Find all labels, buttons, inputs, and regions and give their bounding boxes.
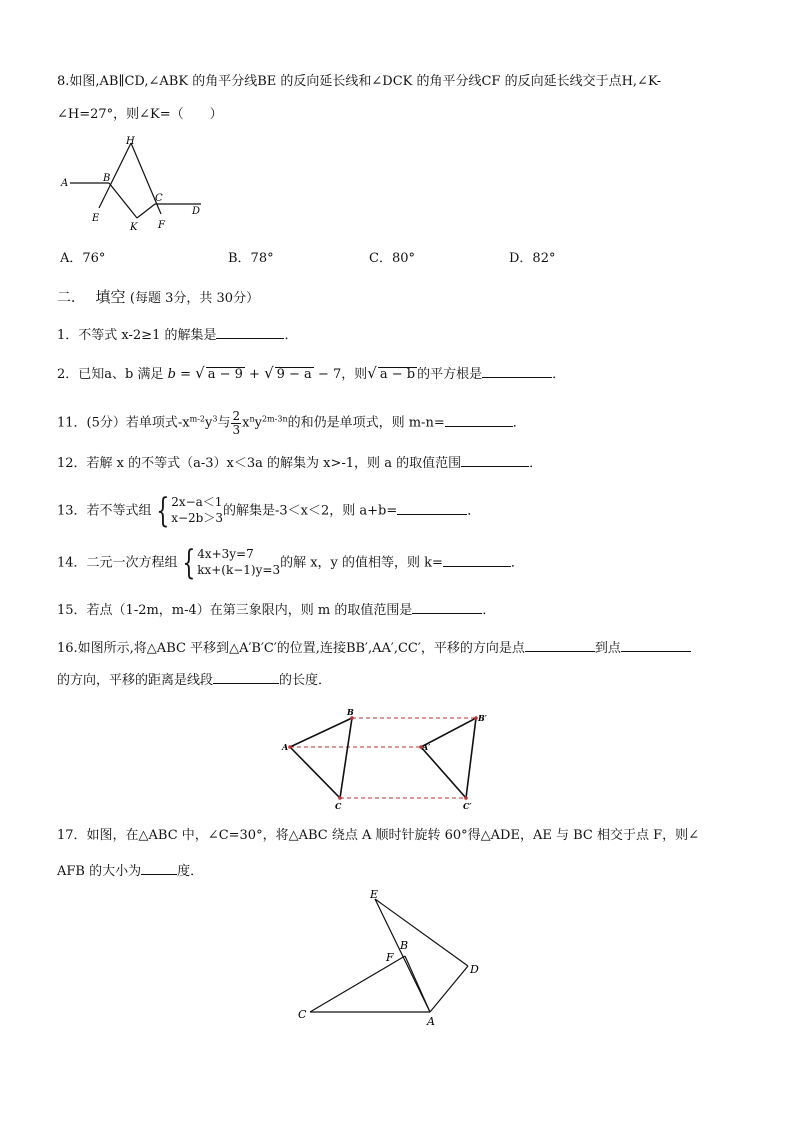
q17-label-a: A bbox=[427, 1015, 435, 1028]
q2-mid: ，则 bbox=[341, 367, 368, 382]
q13-prefix: 13．若不等式组 bbox=[57, 503, 152, 519]
q14-eq1: 4x+3y=7 bbox=[197, 547, 254, 562]
q16-label-b-prime: B′ bbox=[478, 713, 487, 723]
q12-text: 12．若解 x 的不等式（a-3）x＜3a 的解集为 x>-1，则 a 的取值范围 bbox=[57, 456, 462, 471]
q1-text: 1．不等式 x-2≥1 的解集是 bbox=[57, 328, 217, 343]
q14-system bbox=[197, 547, 280, 578]
q14 bbox=[57, 543, 524, 583]
q11-answer-blank[interactable] bbox=[445, 414, 513, 427]
q13-answer-blank[interactable] bbox=[397, 502, 467, 515]
q11-x2: x bbox=[242, 415, 250, 431]
q17-label-f: F bbox=[386, 951, 394, 964]
q11-sup1: m-2 bbox=[189, 414, 205, 424]
q13 bbox=[57, 491, 481, 531]
q16-line2b: 的长度． bbox=[279, 673, 332, 688]
q16-label-a: A bbox=[282, 742, 289, 752]
q11-sup4: 2m-3n bbox=[261, 414, 288, 424]
q13-system bbox=[171, 495, 223, 526]
q11-fraction-denominator: 3 bbox=[232, 422, 241, 437]
q16-line2a: 的方向，平移的距离是线段 bbox=[57, 673, 214, 688]
q11-with: 与 bbox=[217, 415, 231, 431]
q12-end: ． bbox=[529, 456, 543, 471]
q8-line2: ∠H=27°，则∠K=（ ） bbox=[57, 107, 223, 122]
q16-blank-from-point[interactable] bbox=[525, 639, 595, 652]
q17-line2 bbox=[57, 862, 203, 878]
q8-option-d[interactable]: D．82° bbox=[509, 251, 556, 266]
q16-line1a: 16.如图所示,将△ABC 平移到△A′B′C′的位置,连接BB′,AA′,CC′，平移的方向是点 bbox=[57, 641, 525, 656]
q16-figure bbox=[280, 705, 500, 810]
q8-label-d: D bbox=[192, 206, 201, 217]
q17-line2a: AFB 的大小为 bbox=[57, 864, 142, 879]
q1-answer-blank[interactable] bbox=[216, 326, 284, 339]
sqrt-symbol-icon: √ bbox=[195, 364, 205, 382]
q13-eq1: 2x−a＜1 bbox=[171, 495, 223, 510]
q1-end: ． bbox=[284, 328, 298, 343]
sqrt-symbol-icon: √ bbox=[367, 364, 377, 382]
q11-end: ． bbox=[512, 415, 526, 431]
q2-radical-2: 9 − a bbox=[276, 367, 312, 382]
section-note: (每题 3分，共 30分） bbox=[129, 291, 260, 306]
q16-line1 bbox=[57, 639, 691, 655]
q2-plus: + bbox=[249, 367, 260, 382]
q14-eq2: kx+(k−1)y=3 bbox=[197, 563, 281, 577]
q17-line1: 17．如图，在△ABC 中，∠C=30°，将△ABC 绕点 A 顺时针旋转 60°得△ADE，AE 与 BC 相交于点 F，则∠ bbox=[57, 828, 700, 843]
brace-icon: { bbox=[155, 491, 169, 531]
q17-label-c: C bbox=[298, 1008, 307, 1021]
q2-radical-1: a − 9 bbox=[207, 367, 243, 382]
q8-label-b: B bbox=[103, 173, 111, 184]
q8-option-c[interactable]: C．80° bbox=[369, 251, 415, 266]
q11-y: y bbox=[205, 415, 213, 431]
q1 bbox=[57, 326, 297, 342]
q8-label-c: C bbox=[155, 193, 163, 204]
q2-radical-3: a − b bbox=[379, 367, 416, 382]
q8-option-a[interactable]: A．76° bbox=[60, 251, 106, 266]
q13-suffix: 的解集是-3＜x＜2，则 a+b= bbox=[222, 503, 398, 519]
q15 bbox=[57, 601, 495, 617]
q2-answer-blank[interactable] bbox=[482, 365, 552, 378]
q16-label-b: B bbox=[347, 707, 354, 717]
q8-label-a: A bbox=[61, 178, 69, 189]
q8-figure bbox=[55, 130, 215, 235]
q16-blank-segment[interactable] bbox=[213, 671, 279, 684]
q16-label-a-prime: A′ bbox=[422, 742, 431, 752]
q16-blank-to-point[interactable] bbox=[621, 639, 691, 652]
q16-label-c-prime: C′ bbox=[463, 801, 472, 810]
brace-icon: { bbox=[181, 543, 195, 583]
q8-line1: 8.如图,AB∥CD,∠ABK 的角平分线BE 的反向延长线和∠DCK 的角平分线CF 的反向延长线交于点H,∠K- bbox=[57, 74, 662, 89]
q2-prefix: 2．已知a、b 满足 bbox=[57, 367, 164, 382]
section-name: 填空 bbox=[95, 288, 126, 306]
q14-answer-blank[interactable] bbox=[443, 554, 511, 567]
q17-label-b: B bbox=[400, 939, 409, 952]
q15-answer-blank[interactable] bbox=[412, 601, 482, 614]
q2-b-eq: b = bbox=[167, 367, 191, 382]
q2 bbox=[57, 365, 565, 381]
q11-y2: y bbox=[254, 415, 262, 431]
q2-minus7: − 7 bbox=[317, 367, 342, 382]
q11 bbox=[57, 410, 526, 436]
q13-eq2: x−2b＞3 bbox=[171, 511, 223, 525]
q17-figure bbox=[290, 885, 490, 1035]
q8-option-b[interactable]: B．78° bbox=[228, 251, 274, 266]
q17-answer-blank[interactable] bbox=[141, 862, 177, 875]
q11-sup2: 3 bbox=[212, 414, 218, 424]
q8-label-f: F bbox=[158, 220, 165, 231]
q11-sup3: n bbox=[249, 414, 255, 424]
q12-answer-blank[interactable] bbox=[461, 454, 529, 467]
q14-prefix: 14．二元一次方程组 bbox=[57, 555, 178, 571]
q11-suffix: 的和仍是单项式，则 m-n= bbox=[287, 415, 445, 431]
section-fill-in-header bbox=[57, 286, 259, 307]
q8-label-e: E bbox=[92, 213, 100, 224]
q14-suffix: 的解 x，y 的值相等，则 k= bbox=[280, 555, 443, 571]
q15-end: ． bbox=[482, 603, 496, 618]
q13-end: ． bbox=[467, 503, 481, 519]
q12 bbox=[57, 454, 542, 470]
q11-prefix: 11．(5分）若单项式-x bbox=[57, 415, 190, 431]
q17-line2b: 度． bbox=[177, 864, 204, 879]
q11-fraction-numerator: 2 bbox=[232, 409, 241, 423]
q17-label-d: D bbox=[470, 963, 479, 976]
q8-label-k: K bbox=[130, 222, 138, 233]
q2-end: ． bbox=[552, 367, 566, 382]
q11-fraction bbox=[231, 410, 241, 436]
q2-suffix: 的平方根是 bbox=[417, 367, 483, 382]
q16-line2 bbox=[57, 671, 331, 687]
sqrt-symbol-icon: √ bbox=[264, 364, 274, 382]
q17-label-e: E bbox=[370, 888, 379, 901]
q15-text: 15．若点（1-2m，m-4）在第三象限内，则 m 的取值范围是 bbox=[57, 603, 413, 618]
q8-label-h: H bbox=[126, 136, 135, 147]
section-number: 二． bbox=[57, 290, 85, 306]
q16-line1b: 到点 bbox=[594, 641, 621, 656]
q16-label-c: C bbox=[335, 801, 342, 810]
q14-end: ． bbox=[510, 555, 524, 571]
